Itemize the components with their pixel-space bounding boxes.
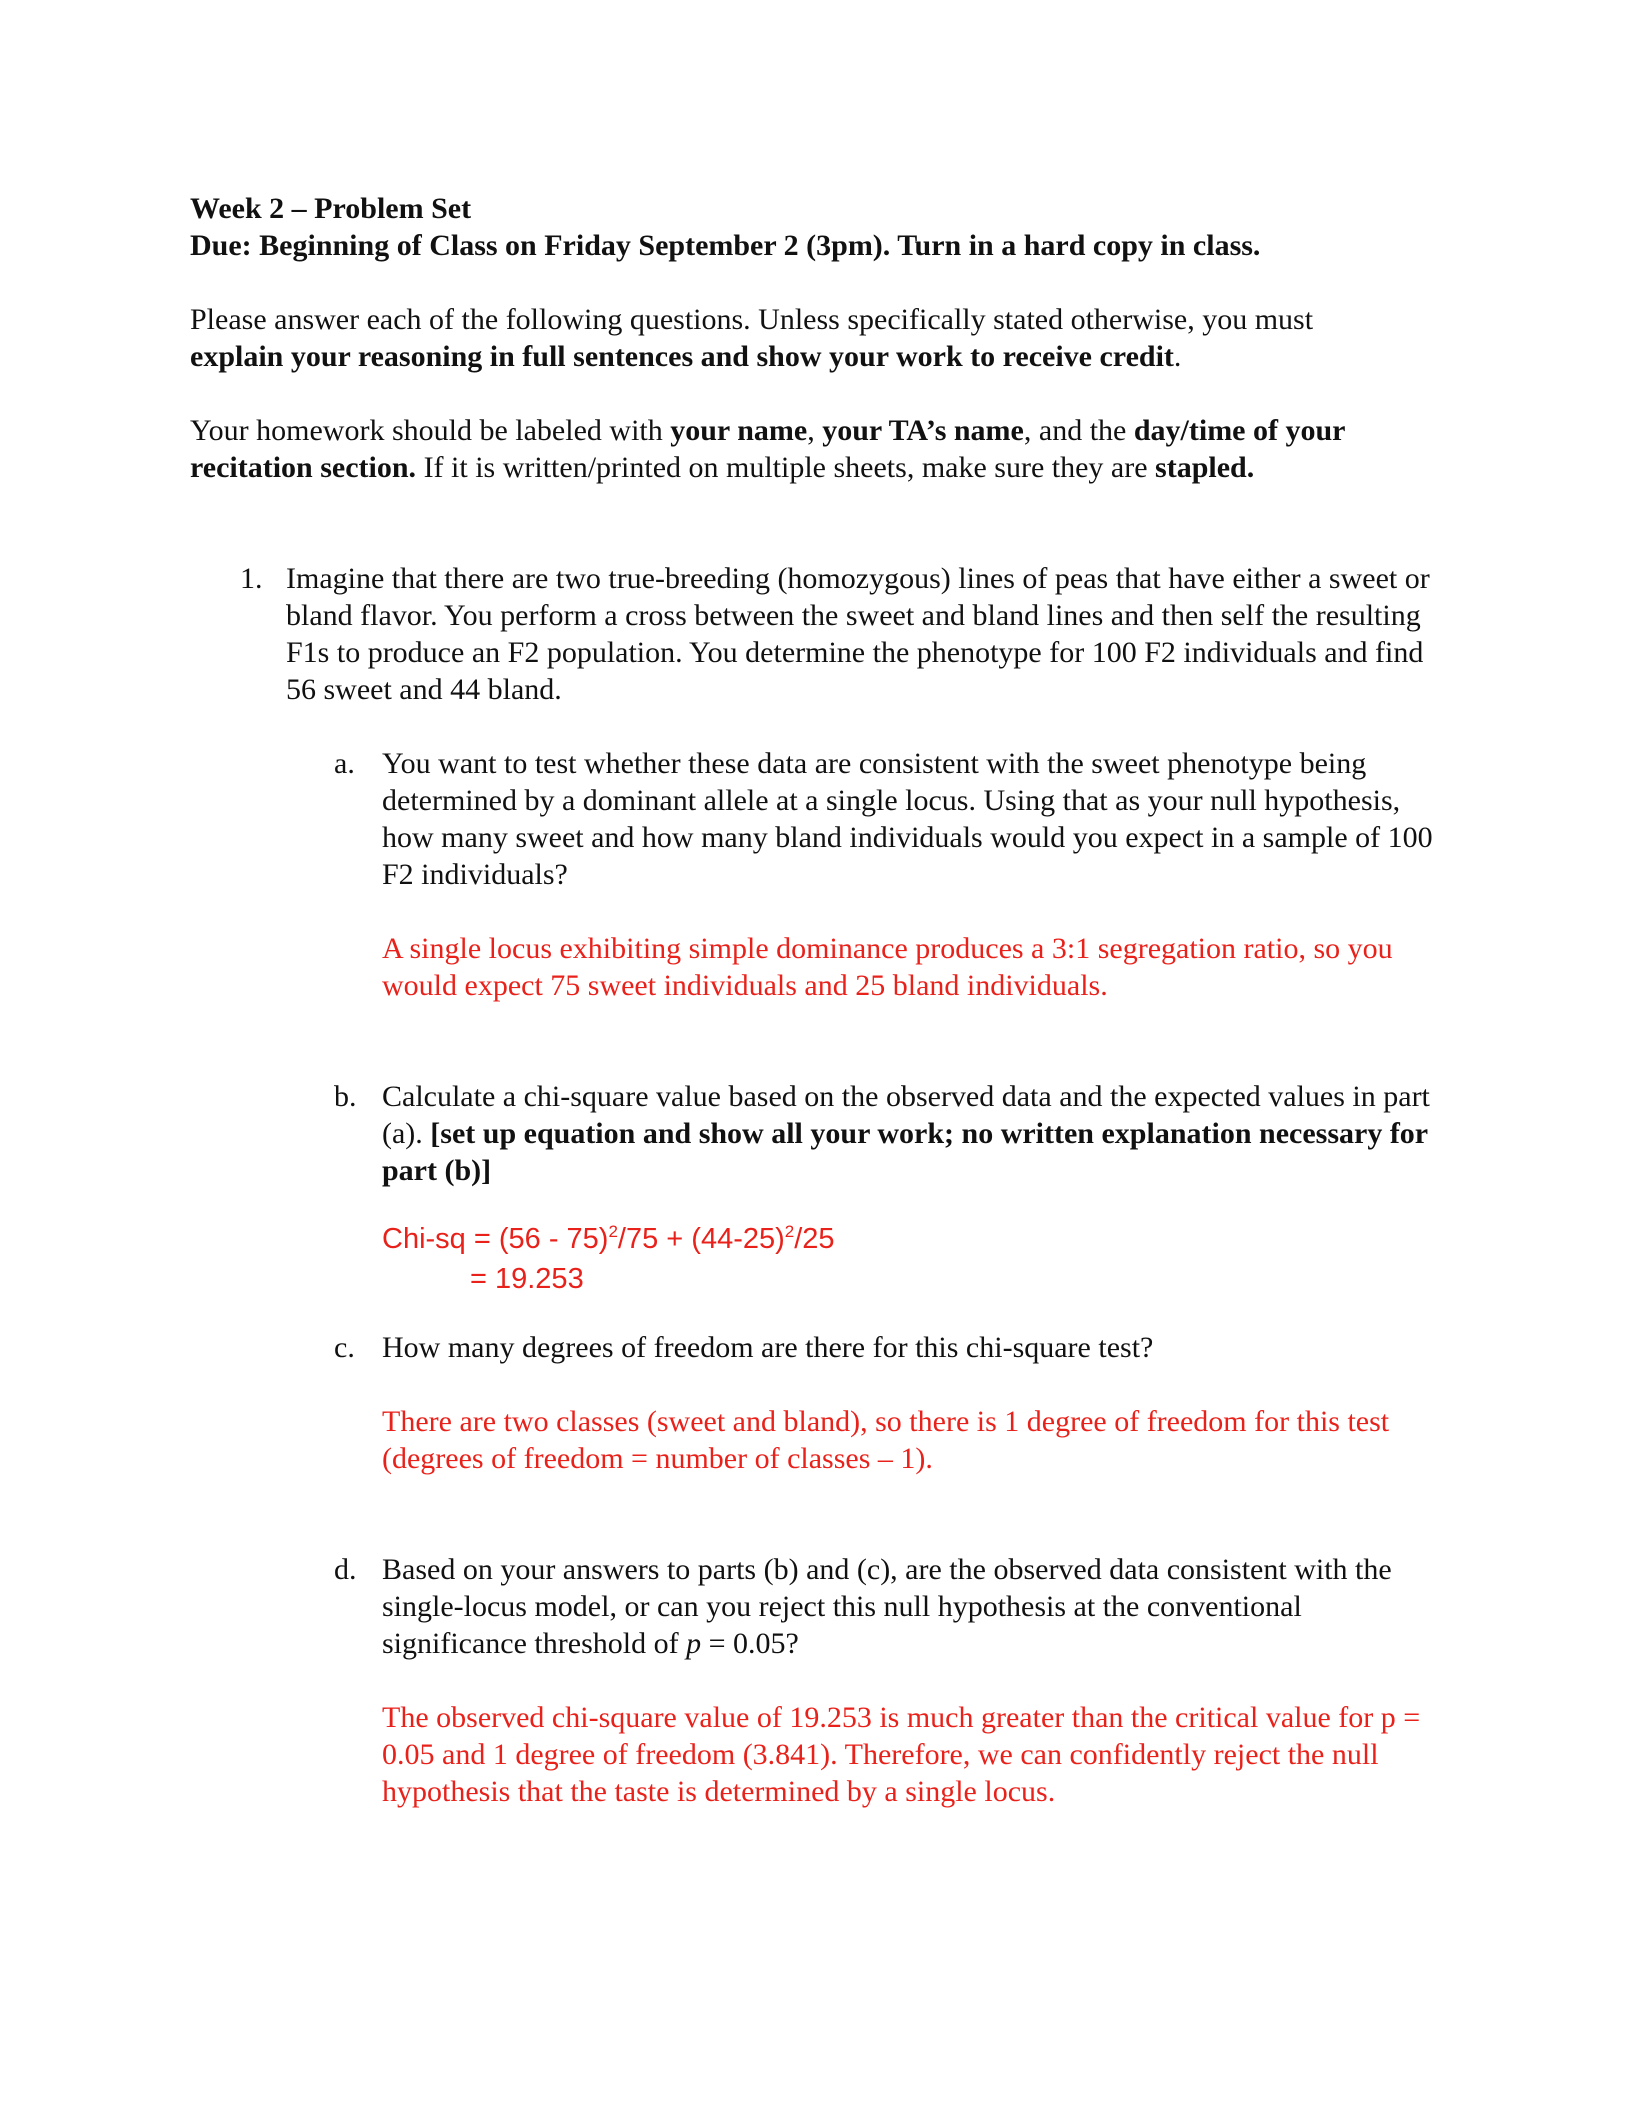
document-page: [190, 190, 1450, 1810]
label-and: , and the: [1023, 414, 1134, 447]
label-stapled: stapled.: [1155, 451, 1255, 484]
label-sep: ,: [807, 414, 823, 447]
question-1: [190, 560, 1450, 708]
part-a-text: You want to test whether these data are consistent with the sweet phenotype being determined by a dominant allele at a single locus. Using that as your null hypothesis, how many sweet and how many bland individuals would you expect in a sample of 100 F2 individuals?: [382, 747, 1433, 891]
part-d-text-a: Based on your answers to parts (b) and (c), are the observed data consistent with the single-locus model, or can you reject this null hypothesis at the conventional significance threshold of: [382, 1553, 1392, 1660]
label-sheets: If it is written/printed on multiple sheets, make sure they are: [416, 451, 1156, 484]
part-c-text: How many degrees of freedom are there for this chi-square test?: [382, 1331, 1154, 1364]
chi-square-result: = 19.253: [470, 1263, 584, 1295]
eq-part-3: /25: [794, 1223, 835, 1255]
instructions-end: .: [1173, 340, 1182, 373]
due-date: Due: Beginning of Class on Friday September 2 (3pm). Turn in a hard copy in class.: [190, 229, 1261, 262]
part-letter: a.: [334, 747, 355, 780]
label-ta-name: your TA’s name: [822, 414, 1024, 447]
instructions-paragraph-1: [190, 301, 1450, 375]
part-letter: c.: [334, 1331, 355, 1364]
part-a-question: [190, 745, 1450, 893]
page-title: Week 2 – Problem Set: [190, 192, 472, 225]
part-b-plain: Calculate a chi-square value based on the observed data and the expected values in part (a).: [382, 1080, 1430, 1150]
question-number: 1.: [240, 562, 263, 595]
part-b-bold: [set up equation and show all your work; no written explanation necessary for part (b)]: [382, 1117, 1428, 1187]
part-a-answer: A single locus exhibiting simple dominance produces a 3:1 segregation ratio, so you would expect 75 sweet individuals and 25 bland individuals.: [382, 932, 1393, 1002]
part-d-p-symbol: p: [686, 1627, 702, 1660]
header: [190, 190, 1450, 264]
part-c-question: [190, 1329, 1450, 1366]
question-text: Imagine that there are two true-breeding (homozygous) lines of peas that have either a sweet or bland flavor. You perform a cross between the sweet and bland lines and then self the resulting F1s to produce an F2 population. You determine the phenotype for 100 F2 individuals and find 56 sweet and 44 bland.: [286, 562, 1430, 706]
part-d-text: [382, 1551, 1450, 1662]
instructions-paragraph-2: [190, 412, 1450, 486]
eq-part-1: Chi-sq = (56 - 75): [382, 1223, 609, 1255]
part-d-answer: The observed chi-square value of 19.253 is much greater than the critical value for p = 0.05 and 1 degree of freedom (3.841). Therefore, we can confidently reject the null hypothesis that the taste is determined by a single locus.: [382, 1701, 1421, 1808]
part-c-answer: There are two classes (sweet and bland), so there is 1 degree of freedom for this test (degrees of freedom = number of classes – 1).: [382, 1405, 1390, 1475]
part-b-question: [190, 1078, 1450, 1189]
part-d-question: [190, 1551, 1450, 1662]
instructions-text: Please answer each of the following questions. Unless specifically stated otherwise, you must: [190, 303, 1314, 336]
eq-exponent-2: 2: [784, 1222, 795, 1241]
part-letter: b.: [334, 1080, 357, 1113]
label-recitation: day/time of your recitation section.: [190, 414, 1345, 484]
part-d-text-b: = 0.05?: [701, 1627, 799, 1660]
label-text: Your homework should be labeled with: [190, 414, 671, 447]
chi-square-equation: [382, 1219, 1450, 1259]
instructions-bold: explain your reasoning in full sentences and show your work to receive credit: [190, 340, 1174, 373]
label-name: your name: [670, 414, 808, 447]
eq-part-2: /75 + (44-25): [617, 1223, 785, 1255]
part-b-answer: [190, 1219, 1450, 1299]
eq-exponent-1: 2: [608, 1222, 618, 1241]
part-letter: d.: [334, 1553, 357, 1586]
part-b-text: [382, 1078, 1450, 1189]
